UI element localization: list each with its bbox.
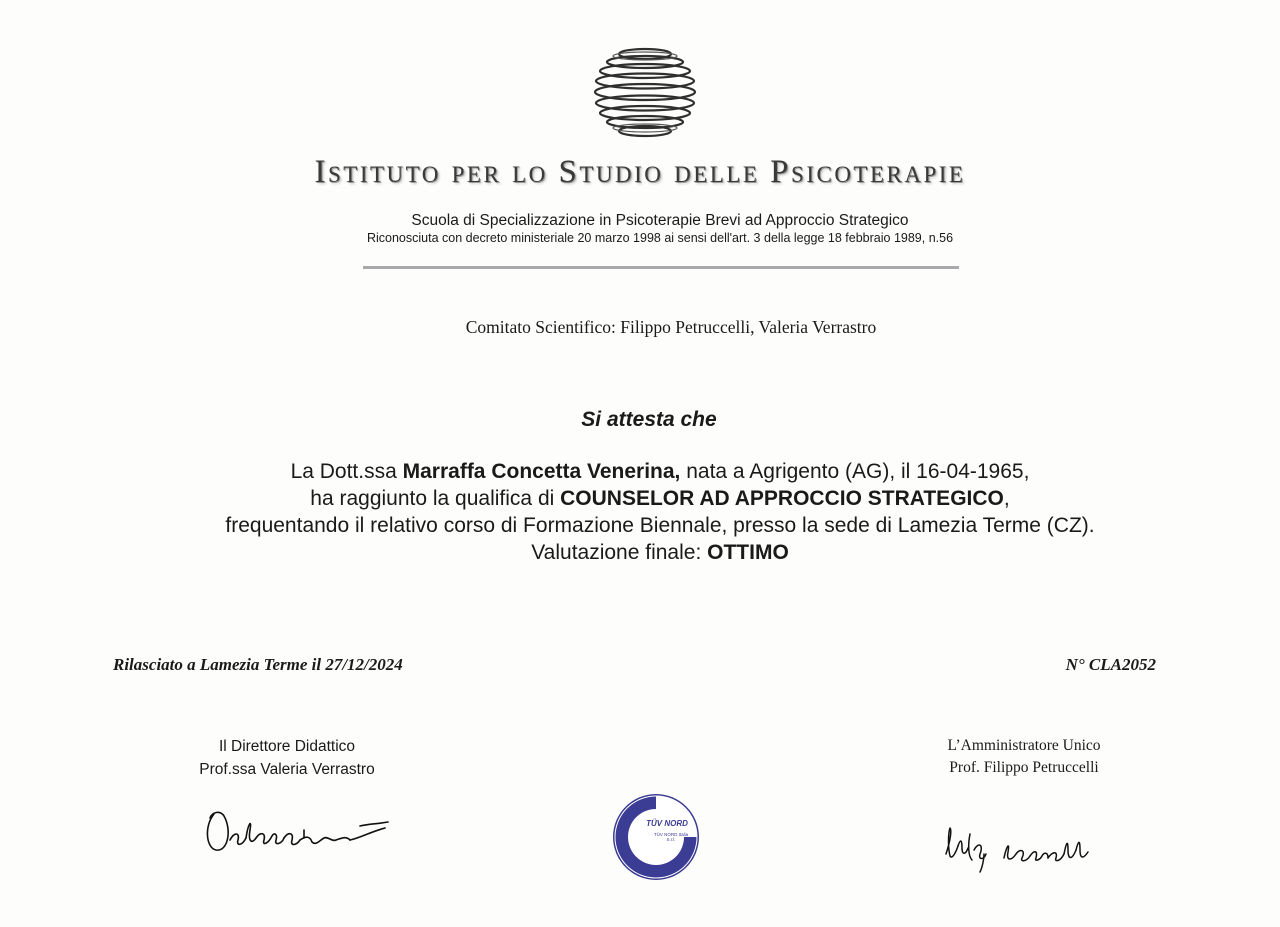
institute-name: Istituto per lo Studio delle Psicoterapie: [314, 154, 966, 190]
body-line-1: La Dott.ssa Marraffa Concetta Venerina, nata a Agrigento (AG), il 16-04-1965,: [290, 460, 1030, 483]
seal-company-line1: TÜV NORD Italia: [653, 832, 689, 837]
attestation-heading: Si attesta che: [581, 408, 717, 431]
body-line-2: ha raggiunto la qualifica di COUNSELOR AD APPROCCIO STRATEGICO,: [310, 487, 1010, 510]
wire-globe-logo-icon: [590, 42, 700, 144]
left-signer-role: Il Direttore Didattico: [218, 738, 356, 755]
issue-place-date: Rilasciato a Lamezia Terme il 27/12/2024: [113, 655, 403, 674]
school-subtitle: Scuola di Specializzazione in Psicoterapie Brevi ad Approccio Strategico: [411, 212, 909, 229]
iso-certification-seal-icon: [611, 792, 701, 882]
handwritten-signature-icon: [200, 800, 395, 860]
scientific-committee: Comitato Scientifico: Filippo Petruccelli, Valeria Verrastro: [465, 317, 877, 337]
qualification: COUNSELOR AD APPROCCIO STRATEGICO: [560, 487, 1004, 510]
right-signer-role: L’Amministratore Unico: [947, 737, 1101, 754]
certificate-number: N° CLA2052: [1065, 655, 1156, 674]
body-line-3: frequentando il relativo corso di Formazione Biennale, presso la sede di Lamezia Terme (CZ).: [225, 514, 1095, 537]
seal-standard: ISO 9001: [633, 849, 679, 867]
body-line-4: Valutazione finale: OTTIMO: [531, 541, 789, 564]
header-divider: [363, 266, 959, 269]
left-signer: [187, 735, 387, 781]
right-signer: [924, 735, 1124, 779]
final-grade: OTTIMO: [707, 541, 789, 564]
recipient-name: Marraffa Concetta Venerina,: [402, 460, 681, 483]
handwritten-signature-icon: [940, 820, 1090, 875]
seal-company-line2: S.r.l.: [666, 837, 676, 842]
left-signer-name: Prof.ssa Valeria Verrastro: [199, 761, 375, 778]
certificate-body: [0, 458, 1280, 566]
ministerial-recognition: Riconosciuta con decreto ministeriale 20 marzo 1998 ai sensi dell'art. 3 della legge 18 febbraio 1989, n.56: [366, 231, 954, 245]
right-signer-name: Prof. Filippo Petruccelli: [949, 759, 1099, 776]
seal-brand: TÜV NORD: [646, 819, 688, 828]
